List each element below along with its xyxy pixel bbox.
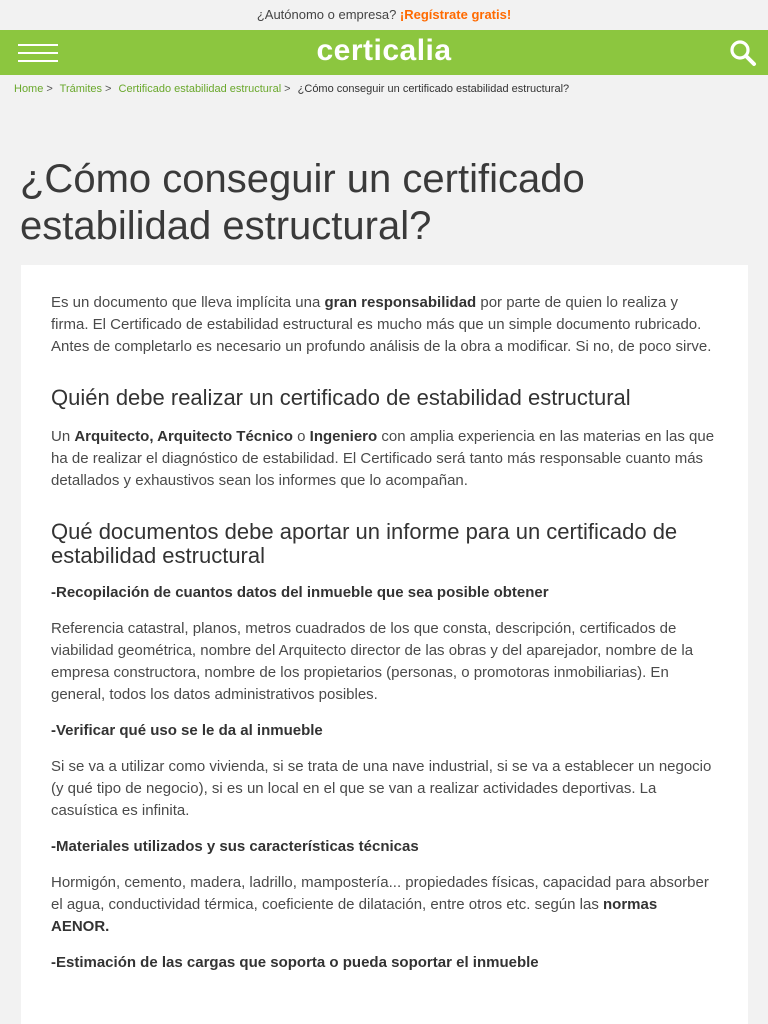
breadcrumb (0, 75, 768, 103)
breadcrumb-certificado[interactable]: Certificado estabilidad estructural (118, 83, 282, 95)
promo-banner (0, 0, 768, 30)
doc-item-title: -Verificar qué uso se le da al inmueble (51, 722, 323, 739)
breadcrumb-separator: > (105, 83, 112, 95)
breadcrumb-tramites[interactable]: Trámites (59, 83, 103, 95)
search-icon[interactable] (728, 38, 758, 68)
doc-item-title: -Recopilación de cuantos datos del inmueble que sea posible obtener (51, 584, 549, 601)
promo-text: ¿Autónomo o empresa? (256, 7, 397, 22)
article-card (21, 265, 748, 1024)
intro-paragraph: Es un documento que lleva implícita una gran responsabilidad por parte de quien lo realiza y firma. El Certificado de estabilidad estructural es mucho más que un simple documento rubricado. Antes de completarlo es necesario un profundo análisis de la obra a modificar. Si no, de poco sirve. (51, 294, 712, 355)
hamburger-menu-icon[interactable] (18, 42, 58, 64)
navbar (0, 30, 768, 75)
quien-paragraph: Un Arquitecto, Arquitecto Técnico o Ingeniero con amplia experiencia en las materias en las que ha de realizar el diagnóstico de estabilidad. El Certificado será tanto más responsable cuanto más detallados y exhaustivos sean los informes que lo acompañan. (51, 428, 715, 489)
doc-item-text: Referencia catastral, planos, metros cuadrados de los que consta, descripción, certificados de viabilidad geométrica, nombre del Arquitecto director de las obras y del aparejador, nombre de la empresa constructora, nombre de los propietarios (personas, o promotoras inmobiliarias). En general, todos los datos administrativos posibles. (51, 620, 694, 703)
section-heading-documentos: Qué documentos debe aportar un informe para un certificado de estabilidad estructural (51, 519, 678, 568)
section-heading-quien: Quién debe realizar un certificado de estabilidad estructural (51, 385, 631, 410)
breadcrumb-separator: > (46, 83, 53, 95)
doc-item-title: -Estimación de las cargas que soporta o pueda soportar el inmueble (51, 954, 539, 971)
doc-item-text: Si se va a utilizar como vivienda, si se trata de una nave industrial, si se va a establecer un negocio (y qué tipo de negocio), si es un local en el que se van a realizar actividades deportivas. La casuística es infinita. (51, 758, 712, 819)
breadcrumb-current: ¿Cómo conseguir un certificado estabilidad estructural? (297, 83, 570, 95)
doc-item-text: Hormigón, cemento, madera, ladrillo, mampostería... propiedades físicas, capacidad para absorber el agua, conductividad térmica, coeficiente de dilatación, entre otros etc. según las normas AENOR. (51, 874, 709, 935)
breadcrumb-home[interactable]: Home (14, 83, 44, 95)
logo (0, 34, 768, 68)
doc-item-title: -Materiales utilizados y sus características técnicas (51, 838, 419, 855)
register-link[interactable]: ¡Regístrate gratis! (399, 7, 512, 22)
breadcrumb-separator: > (284, 83, 291, 95)
page-title: ¿Cómo conseguir un certificado estabilidad estructural? (20, 157, 585, 248)
logo-text[interactable]: certicalia (316, 34, 452, 67)
